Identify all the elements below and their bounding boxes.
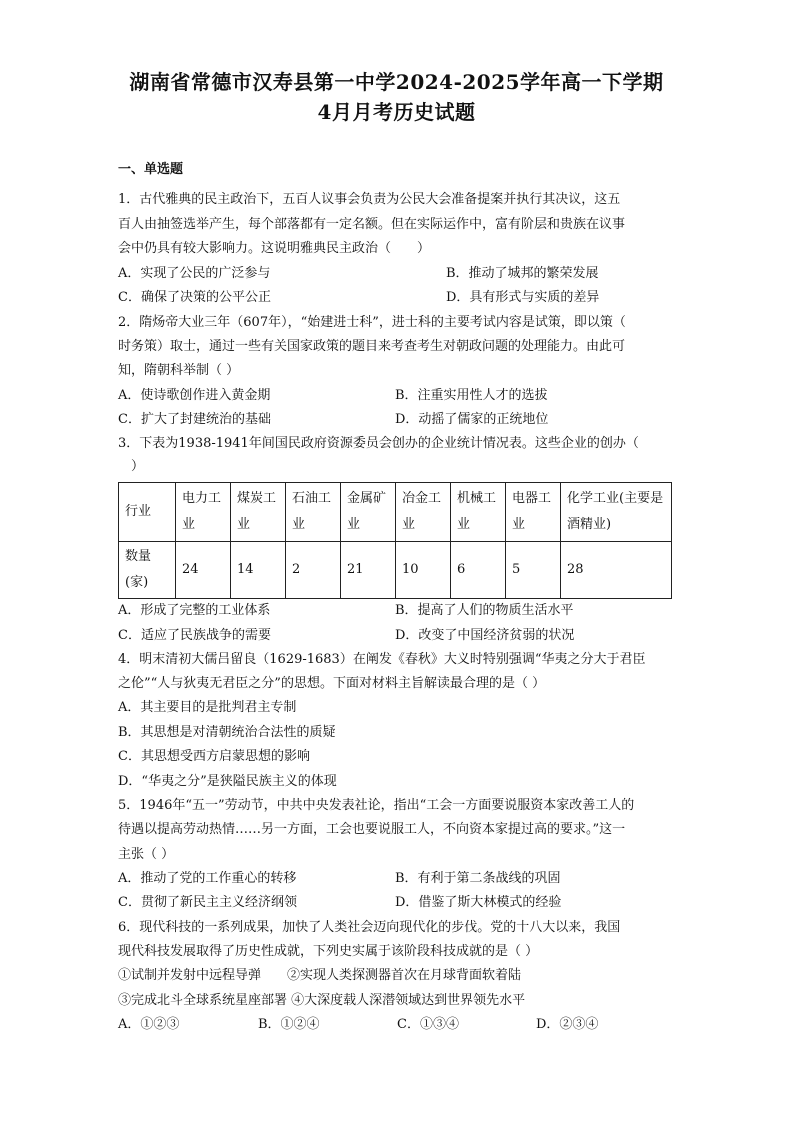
question-1-option-d[interactable]: D．具有形式与实质的差异 — [446, 290, 600, 305]
question-1-line-2: 百人由抽签选举产生，每个部落都有一定名额。但在实际运作中，富有阶层和贵族在议事 — [118, 217, 626, 232]
table-cell: 14 — [231, 542, 286, 599]
question-5-option-c[interactable]: C．贯彻了新民主主义经济纲领 — [118, 895, 297, 910]
question-4-option-b[interactable]: B．其思想是对清朝统治合法性的质疑 — [118, 725, 336, 740]
question-1-option-a[interactable]: A．实现了公民的广泛参与 — [118, 266, 271, 281]
table-header-cell: 电力工业 — [176, 483, 231, 542]
question-2-option-b[interactable]: B．注重实用性人才的选拔 — [395, 388, 548, 403]
table-header-cell: 行业 — [119, 483, 176, 542]
question-1-option-b[interactable]: B．推动了城邦的繁荣发展 — [446, 266, 599, 281]
question-6-option-b[interactable]: B．①②④ — [258, 1017, 320, 1032]
question-2-line-2: 时务策）取士，通过一些有关国家政策的题目来考查考生对朝政问题的处理能力。由此可 — [118, 339, 626, 354]
question-1-line-3: 会中仍具有较大影响力。这说明雅典民主政治（ ） — [118, 241, 431, 256]
question-5-option-b[interactable]: B．有利于第二条战线的巩固 — [395, 871, 561, 886]
question-5-line-1: 5．1946年“五一”劳动节，中共中央发表社论，指出“工会一方面要说服资本家改善工人的 — [118, 798, 635, 813]
question-6-option-d[interactable]: D．②③④ — [536, 1017, 599, 1032]
question-4-option-c[interactable]: C．其思想受西方启蒙思想的影响 — [118, 749, 310, 764]
table-header-cell: 电器工业 — [506, 483, 561, 542]
question-6-items-1: ①试制并发射中远程导弹 ②实现人类探测器首次在月球背面软着陆 — [118, 968, 522, 983]
page-subtitle: 4月月考历史试题 — [317, 100, 476, 124]
question-3-option-b[interactable]: B．提高了人们的物质生活水平 — [395, 603, 574, 618]
table-row-label: 数量(家) — [119, 542, 176, 599]
question-2-option-a[interactable]: A．使诗歌创作进入黄金期 — [118, 388, 271, 403]
table-row — [119, 542, 672, 599]
question-4-line-2: 之伦”“人与狄夷无君臣之分”的思想。下面对材料主旨解读最合理的是（ ） — [118, 676, 546, 691]
question-5-line-2: 待遇以提高劳动热情……另一方面，工会也要说服工人，不向资本家提过高的要求。”这一 — [118, 822, 626, 837]
table-cell: 28 — [561, 542, 672, 599]
table-cell: 2 — [286, 542, 341, 599]
question-4-option-d[interactable]: D．“华夷之分”是狭隘民族主义的体现 — [118, 774, 337, 789]
question-1-option-c[interactable]: C．确保了决策的公平公正 — [118, 290, 271, 305]
question-3-option-c[interactable]: C．适应了民族战争的需要 — [118, 628, 271, 643]
table-header-row — [119, 483, 672, 542]
question-6-option-a[interactable]: A．①②③ — [118, 1017, 180, 1032]
question-5-option-a[interactable]: A．推动了党的工作重心的转移 — [118, 871, 297, 886]
question-3-option-a[interactable]: A．形成了完整的工业体系 — [118, 603, 271, 618]
table-header-cell: 冶金工业 — [396, 483, 451, 542]
section-heading: 一、单选题 — [118, 162, 184, 177]
table-header-cell: 金属矿业 — [341, 483, 396, 542]
question-2-line-3: 知，隋朝科举制（ ） — [118, 363, 240, 378]
table-header-cell: 化学工业(主要是酒精业) — [561, 483, 672, 542]
question-3-line-1: 3．下表为1938-1941年间国民政府资源委员会创办的企业统计情况表。这些企业的创办（ — [118, 436, 639, 451]
question-1-line-1: 1．古代雅典的民主政治下，五百人议事会负责为公民大会准备提案并执行其决议，这五 — [118, 192, 621, 207]
question-2-option-c[interactable]: C．扩大了封建统治的基础 — [118, 412, 271, 427]
question-4-line-1: 4．明末清初大儒吕留良（1629-1683）在阐发《春秋》大义时特别强调“华夷之分大于君臣 — [118, 652, 646, 667]
table-cell: 5 — [506, 542, 561, 599]
table-cell: 6 — [451, 542, 506, 599]
question-2-option-d[interactable]: D．动摇了儒家的正统地位 — [395, 412, 549, 427]
question-5-option-d[interactable]: D．借鉴了斯大林模式的经验 — [395, 895, 562, 910]
question-6-line-1: 6．现代科技的一系列成果，加快了人类社会迈向现代化的步伐。党的十八大以来，我国 — [118, 920, 621, 935]
table-header-cell: 煤炭工业 — [231, 483, 286, 542]
table-header-cell: 石油工业 — [286, 483, 341, 542]
page-title: 湖南省常德市汉寿县第一中学2024-2025学年高一下学期 — [129, 70, 664, 94]
question-3-option-d[interactable]: D．改变了中国经济贫弱的状况 — [395, 628, 575, 643]
question-6-items-2: ③完成北斗全球系统星座部署 ④大深度载人深潜领域达到世界领先水平 — [118, 993, 526, 1008]
question-6-option-c[interactable]: C．①③④ — [397, 1017, 459, 1032]
table-cell: 21 — [341, 542, 396, 599]
question-3-line-2: ） — [118, 459, 145, 474]
question-4-option-a[interactable]: A．其主要目的是批判君主专制 — [118, 700, 297, 715]
question-2-line-1: 2．隋炀帝大业三年（607年），“始建进士科”，进士科的主要考试内容是试策，即以策（ — [118, 315, 626, 330]
table-cell: 10 — [396, 542, 451, 599]
enterprise-table — [118, 482, 672, 599]
question-5-line-3: 主张（ ） — [118, 847, 175, 862]
question-6-line-2: 现代科技发展取得了历史性成就，下列史实属于该阶段科技成就的是（ ） — [118, 944, 539, 959]
table-header-cell: 机械工业 — [451, 483, 506, 542]
table-cell: 24 — [176, 542, 231, 599]
